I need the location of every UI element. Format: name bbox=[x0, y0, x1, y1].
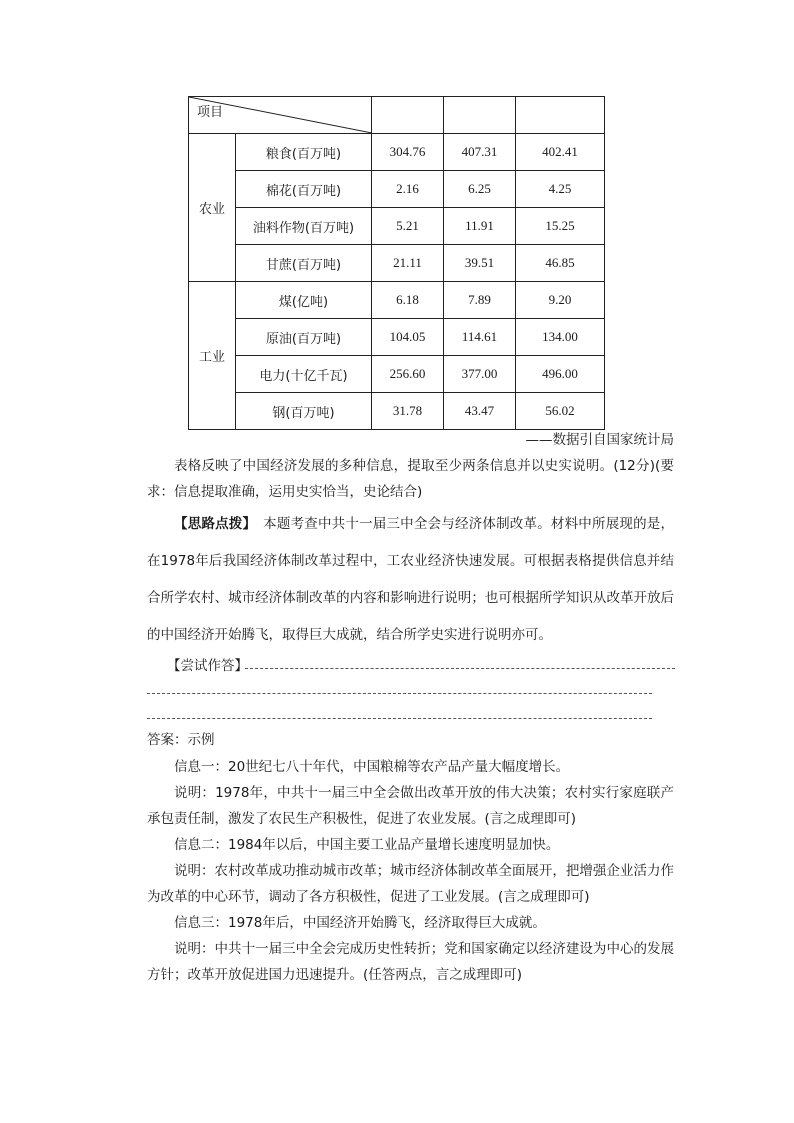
table-cell: 31.78 bbox=[372, 393, 444, 430]
hint-text: 本题考查中共十一届三中全会与经济体制改革。材料中所展现的是，在1978年后我国经济体制改革过程中，工农业经济快速发展。可根据表格提供信息并结合所学农村、城市经济体制改革的内容和影响进行说明；也可根据所学知识从改革开放后的中国经济开始腾飞，取得巨大成就，结合所学史实进行说明亦可。 bbox=[147, 516, 675, 643]
table-cell: 134.00 bbox=[516, 319, 605, 356]
item-label: 钢(百万吨) bbox=[236, 393, 372, 430]
item-label: 原油(百万吨) bbox=[236, 319, 372, 356]
item-label: 甘蔗(百万吨) bbox=[236, 245, 372, 282]
year-header-1 bbox=[372, 97, 444, 134]
item-label: 电力(十亿千瓦) bbox=[236, 356, 372, 393]
question-text: 表格反映了中国经济发展的多种信息，提取至少两条信息并以史实说明。(12分)(要求：信息提取准确，运用史实恰当，史论结合) bbox=[147, 458, 674, 500]
try-label: 【尝试作答】 bbox=[167, 658, 248, 674]
answer-line-1[interactable] bbox=[245, 668, 675, 669]
table-cell: 15.25 bbox=[516, 208, 605, 245]
table-cell: 402.41 bbox=[516, 134, 605, 171]
explanation-two: 说明：农村改革成功推动城市改革；城市经济体制改革全面展开，把增强企业活力作为改革的中心环节，调动了各方积极性，促进了工业发展。(言之成理即可) bbox=[147, 863, 674, 905]
table-cell: 11.91 bbox=[444, 208, 516, 245]
item-label: 油料作物(百万吨) bbox=[236, 208, 372, 245]
answer-line-2[interactable] bbox=[147, 693, 652, 694]
table-cell: 104.05 bbox=[372, 319, 444, 356]
table-cell: 6.18 bbox=[372, 282, 444, 319]
explanation-three: 说明：中共十一届三中全会完成历史性转折；党和国家确定以经济建设为中心的发展方针；改革开放促进国力迅速提升。(任答两点，言之成理即可) bbox=[147, 941, 674, 983]
table-cell: 377.00 bbox=[444, 356, 516, 393]
table-header-cell bbox=[189, 97, 372, 134]
table-cell: 5.21 bbox=[372, 208, 444, 245]
explanation-one: 说明：1978年，中共十一届三中全会做出改革开放的伟大决策；农村实行家庭联产承包责任制，激发了农民生产积极性，促进了农业发展。(言之成理即可) bbox=[147, 785, 674, 827]
header-label: 项目 bbox=[197, 105, 224, 120]
year-header-3 bbox=[516, 97, 605, 134]
table-cell: 304.76 bbox=[372, 134, 444, 171]
table-cell: 407.31 bbox=[444, 134, 516, 171]
group-label-agriculture: 农业 bbox=[189, 134, 236, 282]
table-cell: 7.89 bbox=[444, 282, 516, 319]
answer-line-3[interactable] bbox=[147, 718, 652, 719]
data-table bbox=[188, 96, 605, 430]
table-cell: 4.25 bbox=[516, 171, 605, 208]
table-cell: 9.20 bbox=[516, 282, 605, 319]
table-cell: 43.47 bbox=[444, 393, 516, 430]
item-label: 煤(亿吨) bbox=[236, 282, 372, 319]
source-note: ——数据引自国家统计局 bbox=[525, 432, 674, 448]
table-cell: 56.02 bbox=[516, 393, 605, 430]
table-cell: 21.11 bbox=[372, 245, 444, 282]
group-label-industry: 工业 bbox=[189, 282, 236, 430]
year-header-2 bbox=[444, 97, 516, 134]
table-cell: 2.16 bbox=[372, 171, 444, 208]
info-three: 信息三：1978年后，中国经济开始腾飞，经济取得巨大成就。 bbox=[174, 915, 546, 931]
table-cell: 46.85 bbox=[516, 245, 605, 282]
table-cell: 114.61 bbox=[444, 319, 516, 356]
answer-title: 答案：示例 bbox=[147, 732, 215, 748]
table-cell: 39.51 bbox=[444, 245, 516, 282]
info-two: 信息二：1984年以后，中国主要工业品产量增长速度明显加快。 bbox=[174, 837, 560, 853]
hint-label: 【思路点拨】 bbox=[174, 516, 250, 532]
table-cell: 496.00 bbox=[516, 356, 605, 393]
item-label: 棉花(百万吨) bbox=[236, 171, 372, 208]
table-cell: 6.25 bbox=[444, 171, 516, 208]
item-label: 粮食(百万吨) bbox=[236, 134, 372, 171]
info-one: 信息一：20世纪七八十年代，中国粮棉等农产品产量大幅度增长。 bbox=[174, 759, 570, 775]
hint-paragraph bbox=[147, 506, 674, 654]
answer-block bbox=[147, 754, 674, 988]
table-cell: 256.60 bbox=[372, 356, 444, 393]
